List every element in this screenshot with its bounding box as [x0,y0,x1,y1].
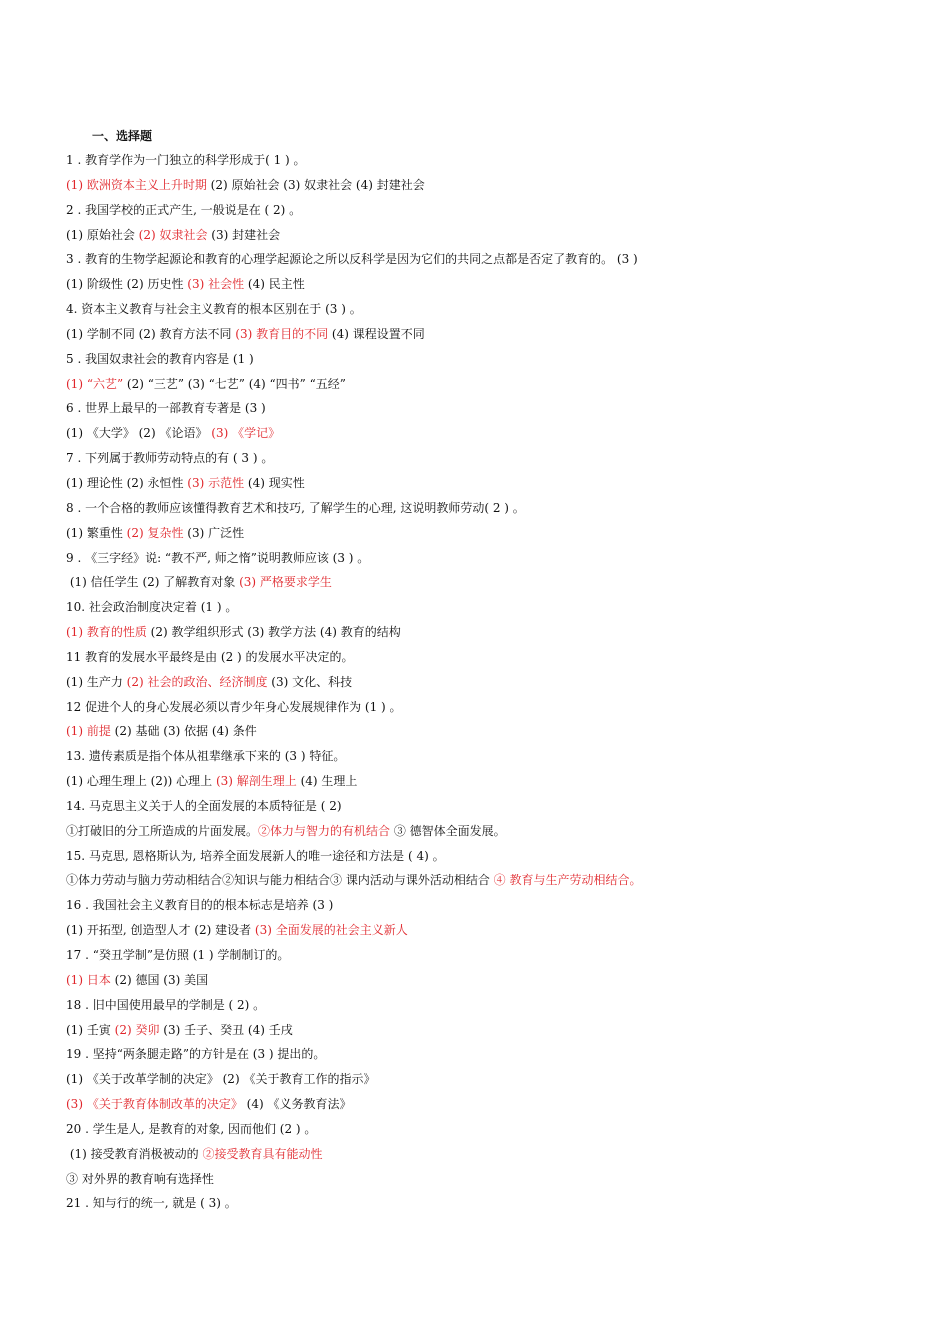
text-line [66,971,926,996]
line-text: 13. 遗传素质是指个体从祖辈继承下来的 (3 ) 特征。 [66,749,346,764]
text-line [66,921,926,946]
text-line [66,449,926,474]
text-line [66,996,926,1021]
line-text: 6 . 世界上最早的一部教育专著是 (3 ) [66,401,266,416]
line-text: 18 . 旧中国使用最早的学制是 ( 2) 。 [66,997,266,1012]
line-text: (1) 《大学》 (2) 《论语》 [66,426,212,441]
text-line [66,350,926,375]
section-title: 一、选择题 [92,129,153,143]
text-line [66,1095,926,1120]
line-text: (2) “三艺” (3) “七艺” (4) “四书” “五经” [123,376,346,391]
answer-highlight: ②接受教育具有能动性 [202,1146,323,1161]
line-text: ③ 德智体全面发展。 [390,823,506,838]
line-text: (4) 课程设置不同 [328,326,425,341]
line-text: 14. 马克思主义关于人的全面发展的本质特征是 ( 2) [66,798,342,813]
line-text: (3) 封建社会 [207,227,281,242]
line-text: (4) 现实性 [244,475,305,490]
text-line [66,399,926,424]
line-text: (1) 繁重性 [66,525,127,540]
text-line [66,1170,926,1195]
line-text: 10. 社会政治制度决定着 (1 ) 。 [66,600,238,615]
text-line [66,1120,926,1145]
answer-highlight: (2) 奴隶社会 [138,227,208,242]
line-text: (1) 开拓型, 创造型人才 (2) 建设者 [66,923,255,938]
line-text: 8 . 一个合格的教师应该懂得教育艺术和技巧, 了解学生的心理, 这说明教师劳动( 2 ) 。 [66,500,525,515]
text-line [66,673,926,698]
line-text: (1) 壬寅 [66,1022,115,1037]
text-line [66,847,926,872]
answer-highlight: (2) 复杂性 [126,525,184,540]
text-line [66,573,926,598]
line-text: 3 . 教育的生物学起源论和教育的心理学起源论之所以反科学是因为它们的共同之点都是否定了教育的。 (3 ) [66,252,638,267]
answer-highlight: (1) 教育的性质 [66,625,147,640]
text-line [66,424,926,449]
line-text: (1) 生产力 [66,674,127,689]
line-text: 7 . 下列属于教师劳动特点的有 ( 3 ) 。 [66,451,274,466]
line-text: (3) 文化、科技 [267,674,353,689]
line-text: (1) 理论性 (2) 永恒性 [66,475,188,490]
text-line [66,623,926,648]
text-line [66,275,926,300]
text-line [66,698,926,723]
line-text: (2) 德国 (3) 美国 [110,972,209,987]
answer-highlight: (1) “六艺” [66,376,124,391]
question-list [66,151,926,1219]
line-text: 16 . 我国社会主义教育目的的根本标志是培养 (3 ) [66,898,334,913]
line-text: 12 促进个人的身心发展必须以青少年身心发展规律作为 (1 ) 。 [66,699,402,714]
line-text: (2) 基础 (3) 依据 (4) 条件 [110,724,257,739]
text-line [66,474,926,499]
text-line [66,946,926,971]
text-line [66,1021,926,1046]
text-line [66,201,926,226]
text-line [66,871,926,896]
text-line [66,1045,926,1070]
line-text: 1 . 教育学作为一门独立的科学形成于( 1 ) 。 [66,153,306,167]
line-text: 20 . 学生是人, 是教育的对象, 因而他们 (2 ) 。 [66,1121,317,1136]
line-text: 19 . 坚持“两条腿走路”的方针是在 (3 ) 提出的。 [66,1047,326,1062]
line-text: (2) 原始社会 (3) 奴隶社会 (4) 封建社会 [206,177,425,192]
answer-highlight: (1) 日本 [66,972,111,987]
answer-highlight: (3) 《学记》 [211,426,281,441]
text-line [66,176,926,201]
answer-highlight: (3) 解剖生理上 [215,774,297,789]
line-text: 17 . “癸丑学制”是仿照 (1 ) 学制制订的。 [66,948,290,962]
answer-highlight: (3) 示范性 [187,475,245,490]
text-line [66,1194,926,1219]
text-line [66,822,926,847]
text-line [66,1070,926,1095]
line-text: (1) 学制不同 (2) 教育方法不同 [66,326,236,341]
answer-highlight: (2) 社会的政治、经济制度 [126,674,268,689]
line-text: ③ 对外界的教育响有选择性 [66,1171,214,1186]
line-text: (1) 阶级性 (2) 历史性 [66,277,188,292]
text-line [66,896,926,921]
text-line [66,250,926,275]
line-text: 2 . 我国学校的正式产生, 一般说是在 ( 2) 。 [66,202,302,217]
line-text: (1) 心理生理上 (2)) 心理上 [66,774,216,789]
answer-highlight: (3) 严格要求学生 [239,575,332,590]
line-text: (2) 教学组织形式 (3) 教学方法 (4) 教育的结构 [146,625,401,640]
text-line [66,747,926,772]
text-line [66,549,926,574]
answer-highlight: (3) 教育目的不同 [235,326,329,341]
text-line [66,151,926,176]
line-text: ①体力劳动与脑力劳动相结合②知识与能力相结合③ 课内活动与课外活动相结合 [66,873,494,888]
text-line [66,598,926,623]
text-line [66,226,926,251]
line-text: (3) 广泛性 [183,525,245,540]
line-text: (3) 壬子、癸丑 (4) 壬戌 [159,1022,293,1037]
line-text: (1) 接受教育消极被动的 [66,1146,203,1161]
line-text: 5 . 我国奴隶社会的教育内容是 (1 ) [66,351,254,366]
line-text: 11 教育的发展水平最终是由 (2 ) 的发展水平决定的。 [66,649,354,664]
text-line [66,648,926,673]
text-line [66,722,926,747]
text-line [66,1145,926,1170]
line-text: (1) 信任学生 (2) 了解教育对象 [66,575,240,590]
text-line [66,772,926,797]
line-text: 9 . 《三字经》说: “教不严, 师之惰”说明教师应该 (3 ) 。 [66,550,370,565]
text-line [66,499,926,524]
answer-highlight: (1) 欧洲资本主义上升时期 [66,177,207,192]
line-text: (4) 《义务教育法》 [242,1097,352,1112]
text-line [66,524,926,549]
text-line [66,325,926,350]
answer-highlight: (3) 全面发展的社会主义新人 [254,923,408,938]
line-text: (1) 《关于改革学制的决定》 (2) 《关于教育工作的指示》 [66,1072,376,1087]
answer-highlight: ④ 教育与生产劳动相结合。 [493,873,642,888]
line-text: 21 . 知与行的统一, 就是 ( 3) 。 [66,1196,237,1211]
answer-highlight: (2) 癸卯 [114,1022,160,1037]
text-line [66,375,926,400]
line-text: (4) 生理上 [296,774,358,789]
answer-highlight: (3) 《关于教育体制改革的决定》 [66,1097,243,1112]
line-text: 4. 资本主义教育与社会主义教育的根本区别在于 (3 ) 。 [66,302,362,317]
text-line [66,300,926,325]
answer-highlight: (3) 社会性 [187,277,245,292]
line-text: 15. 马克思, 恩格斯认为, 培养全面发展新人的唯一途径和方法是 ( 4) 。 [66,848,445,863]
text-line [66,797,926,822]
line-text: (4) 民主性 [244,277,305,292]
answer-highlight: (1) 前提 [66,724,111,739]
line-text: (1) 原始社会 [66,227,139,242]
answer-highlight: ②体力与智力的有机结合 [258,823,391,838]
line-text: ①打破旧的分工所造成的片面发展。 [66,823,259,838]
